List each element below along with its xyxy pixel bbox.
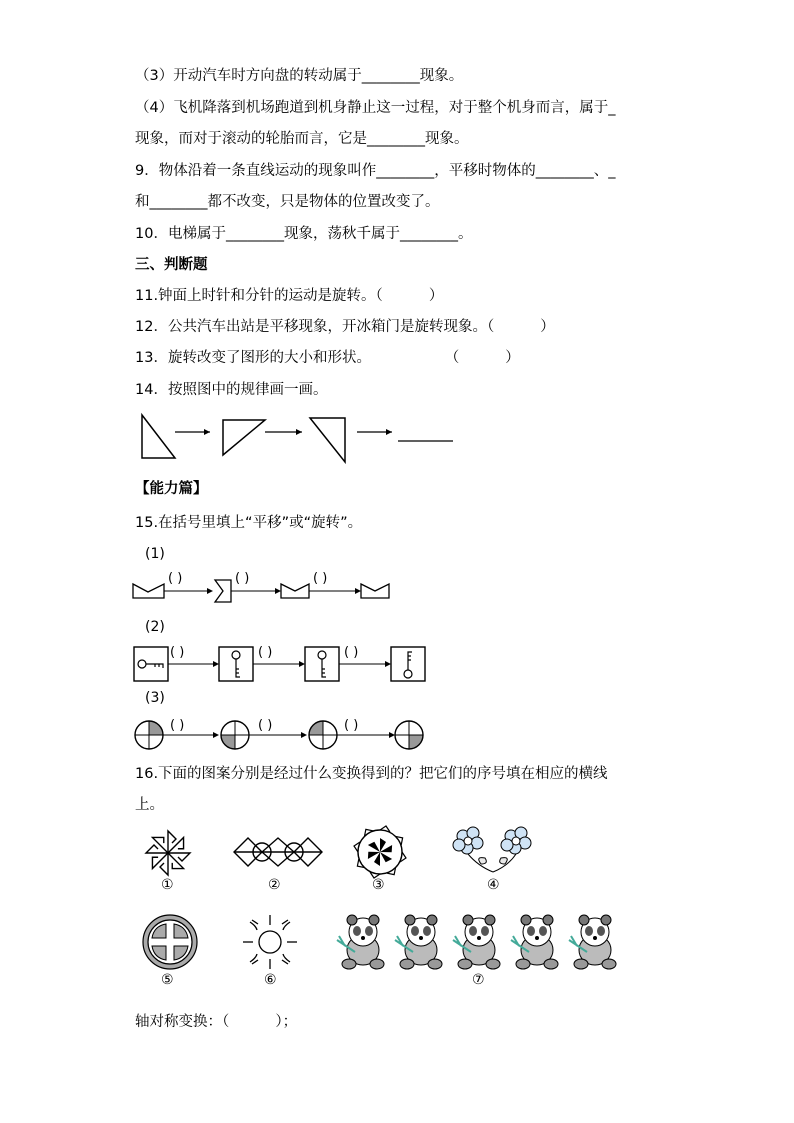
q8-part4-line1: （4）飞机降落到机场跑道到机身静止这一过程，对于整个机身而言，属于_ [135, 100, 616, 116]
pattern-4-flowers [453, 826, 535, 876]
axis-symmetry-answer[interactable]: 轴对称变换：（ ）； [135, 1014, 298, 1030]
circle-quarter-4 [395, 721, 423, 749]
q15-1-blank-1[interactable]: ( ) [168, 571, 183, 586]
q15-1-blank-2[interactable]: ( ) [235, 571, 250, 586]
panda-icon [395, 915, 442, 969]
triangle-2 [223, 420, 265, 455]
section-judgement-heading: 三、判断题 [135, 257, 208, 273]
triangle-1 [142, 415, 175, 458]
pattern-label-7: ⑦ [472, 972, 485, 988]
q15-1-blank-3[interactable]: ( ) [313, 571, 328, 586]
pattern-1-windmill [140, 825, 196, 881]
q15-part1-label: (1) [145, 546, 165, 562]
envelope-shape-4 [361, 584, 389, 598]
pattern-2-border [232, 830, 324, 874]
pattern-6-sun [240, 912, 300, 972]
panda-icon [511, 915, 558, 969]
q15-3-blank-2[interactable]: ( ) [258, 718, 273, 733]
circle-quarter-1 [135, 721, 163, 749]
question-13: 13．旋转改变了图形的大小和形状。 （ ） [135, 350, 520, 366]
envelope-shape-3 [281, 584, 309, 598]
question-16-line1: 16.下面的图案分别是经过什么变换得到的？把它们的序号填在相应的横线 [135, 766, 608, 782]
section-ability-heading: 【能力篇】 [135, 481, 208, 497]
panda-icon [569, 915, 616, 969]
pattern-label-2: ② [268, 877, 281, 893]
question-10: 10．电梯属于________现象，荡秋千属于________。 [135, 226, 473, 242]
envelope-shape-1 [133, 584, 164, 598]
pattern-7-pandas [333, 910, 623, 972]
circle-quarter-2 [221, 721, 249, 749]
pattern-label-1: ① [161, 877, 174, 893]
circle-quarter-3 [309, 721, 337, 749]
q14-pattern [135, 410, 465, 470]
pattern-label-5: ⑤ [161, 972, 174, 988]
pattern-3-pinwheel [352, 824, 408, 880]
q8-part3: （3）开动汽车时方向盘的转动属于________现象。 [135, 68, 464, 84]
question-16-line2: 上。 [135, 797, 164, 813]
key-icon-2 [232, 651, 240, 677]
question-12: 12．公共汽车出站是平移现象，开冰箱门是旋转现象。（ ） [135, 319, 555, 335]
pattern-label-4: ④ [487, 877, 500, 893]
key-icon-4 [404, 652, 412, 678]
q15-3-blank-1[interactable]: ( ) [170, 718, 185, 733]
envelope-shape-2 [215, 580, 231, 602]
pattern-label-3: ③ [372, 877, 385, 893]
question-9-line2: 和________都不改变，只是物体的位置改变了。 [135, 194, 440, 210]
key-icon-3 [318, 651, 326, 677]
key-icon-1 [138, 660, 163, 668]
question-11: 11.钟面上时针和分针的运动是旋转。（ ） [135, 288, 444, 304]
q15-part3-label: (3) [145, 690, 165, 706]
q15-2-blank-3[interactable]: ( ) [344, 645, 359, 660]
question-14: 14．按照图中的规律画一画。 [135, 382, 328, 398]
q15-2-blank-2[interactable]: ( ) [258, 645, 273, 660]
question-9-line1: 9．物体沿着一条直线运动的现象叫作________，平移时物体的________、_ [135, 163, 616, 179]
q8-part4-line2: 现象，而对于滚动的轮胎而言，它是________现象。 [135, 131, 469, 147]
pattern-label-6: ⑥ [264, 972, 277, 988]
panda-icon [453, 915, 500, 969]
triangle-3 [310, 418, 345, 462]
pattern-5-circle-cross [140, 912, 200, 972]
q15-3-blank-3[interactable]: ( ) [344, 718, 359, 733]
question-15: 15.在括号里填上“平移”或“旋转”。 [135, 515, 363, 531]
q15-2-blank-1[interactable]: ( ) [170, 645, 185, 660]
q15-part2-label: (2) [145, 619, 165, 635]
panda-icon [337, 915, 384, 969]
